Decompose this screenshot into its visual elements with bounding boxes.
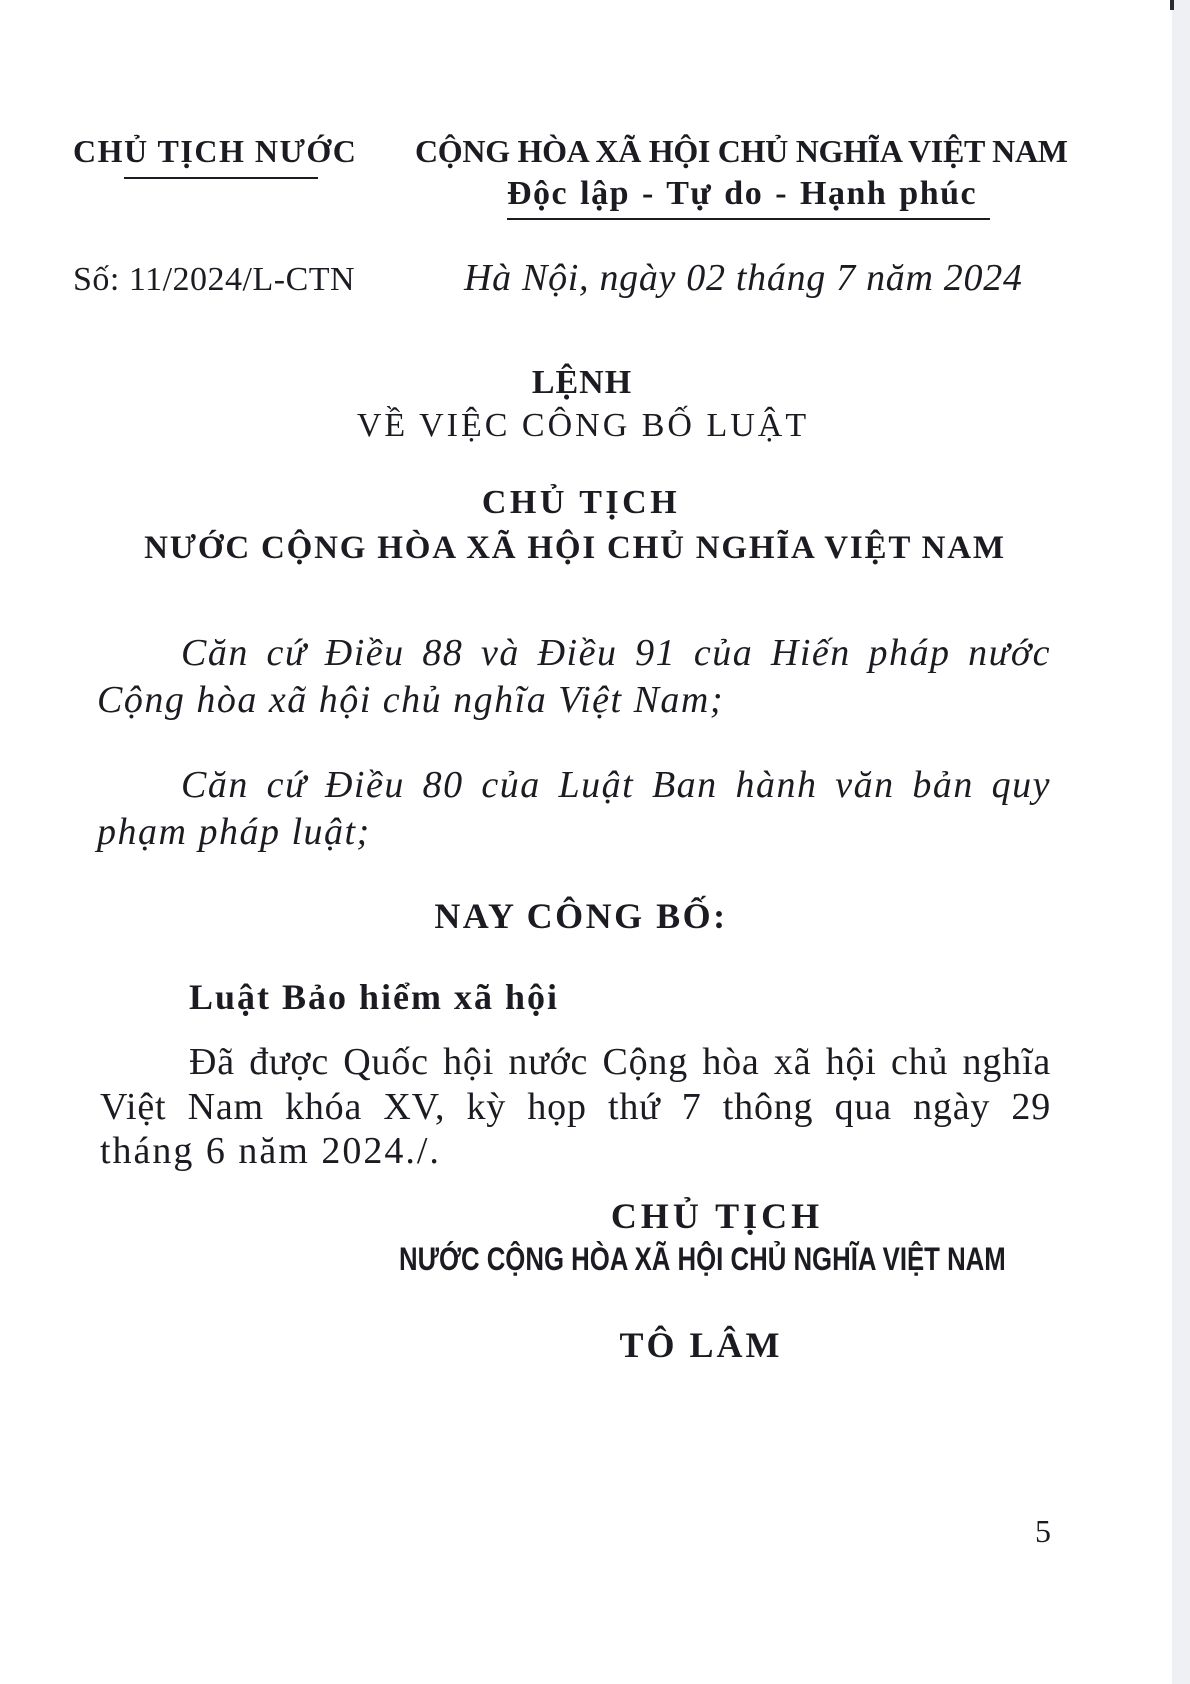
- promulgation-text-line-3: tháng 6 năm 2024./.: [100, 1130, 441, 1172]
- page-number: 5: [1035, 1513, 1051, 1549]
- legal-basis-2-line-1: Căn cứ Điều 80 của Luật Ban hành văn bản quy: [181, 764, 1051, 806]
- document-subject: VỀ VIỆC CÔNG BỐ LUẬT: [356, 407, 810, 444]
- scan-edge-mark: [1170, 0, 1174, 10]
- legal-basis-1-line-1: Căn cứ Điều 88 và Điều 91 của Hiến pháp nước: [181, 632, 1051, 674]
- issuer-underline: [124, 177, 318, 179]
- signature-full-title: NƯỚC CỘNG HÒA XÃ HỘI CHỦ NGHĨA VIỆT NAM: [399, 1241, 1006, 1277]
- signer-name: TÔ LÂM: [619, 1325, 783, 1365]
- issuer-heading: CHỦ TỊCH NƯỚC: [73, 133, 358, 169]
- promulgation-heading: NAY CÔNG BỐ:: [434, 896, 728, 936]
- national-motto: Độc lập - Tự do - Hạnh phúc: [507, 175, 978, 212]
- place-date: Hà Nội, ngày 02 tháng 7 năm 2024: [464, 257, 1023, 299]
- nation-heading: CỘNG HÒA XÃ HỘI CHỦ NGHĨA VIỆT NAM: [415, 133, 1068, 169]
- legal-basis-2-line-2: phạm pháp luật;: [97, 811, 371, 853]
- promulgation-text-line-2: Việt Nam khóa XV, kỳ họp thứ 7 thông qua ngày 29: [100, 1086, 1051, 1128]
- authority-title: CHỦ TỊCH: [481, 484, 681, 521]
- document-type: LỆNH: [531, 364, 633, 401]
- promulgation-text-line-1: Đã được Quốc hội nước Cộng hòa xã hội chủ nghĩa: [189, 1041, 1051, 1083]
- document-number: Số: 11/2024/L-CTN: [73, 261, 356, 298]
- signature-title: CHỦ TỊCH: [610, 1196, 824, 1236]
- scan-edge-shadow: [1172, 0, 1190, 1684]
- law-name: Luật Bảo hiểm xã hội: [189, 977, 560, 1017]
- legal-basis-1-line-2: Cộng hòa xã hội chủ nghĩa Việt Nam;: [97, 679, 725, 721]
- authority-full-title: NƯỚC CỘNG HÒA XÃ HỘI CHỦ NGHĨA VIỆT NAM: [144, 530, 1006, 566]
- motto-underline: [507, 218, 990, 220]
